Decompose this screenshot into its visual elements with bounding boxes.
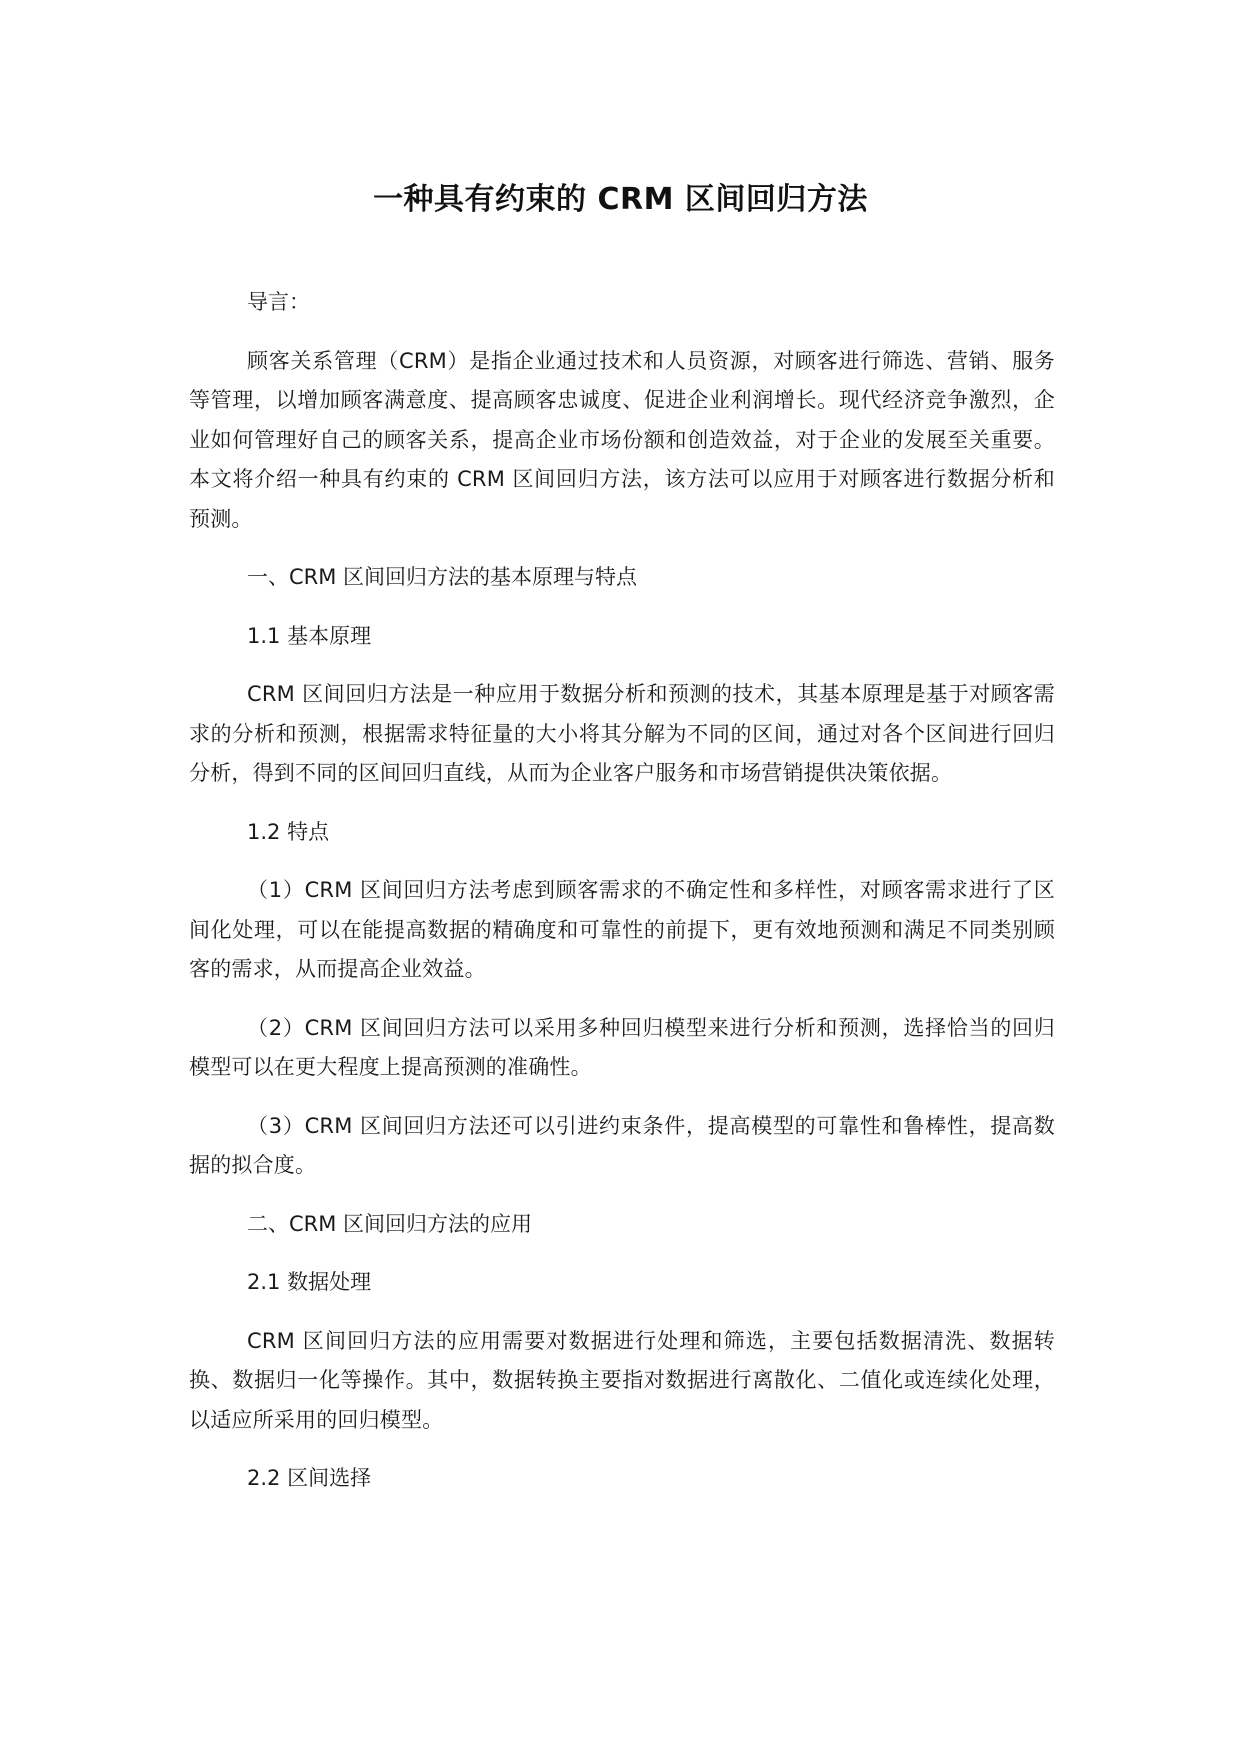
intro-label: 导言： xyxy=(247,290,310,314)
subsection-heading-1-2: 1.2 特点 xyxy=(247,819,330,844)
principle-paragraph: CRM 区间回归方法是一种应用于数据分析和预测的技术，其基本原理是基于对顾客需求的分析和预测，根据需求特征量的大小将其分解为不同的区间，通过对各个区间进行回归分析，得到不同的区间回归直线，从而为企业客户服务和市场营销提供决策依据。 xyxy=(189,682,1055,785)
section-heading-2: 二、CRM 区间回归方法的应用 xyxy=(247,1211,533,1236)
subsection-heading-2-2: 2.2 区间选择 xyxy=(247,1466,372,1490)
subsection-heading-1-1: 1.1 基本原理 xyxy=(247,623,372,648)
subsection-heading-2-1: 2.1 数据处理 xyxy=(247,1270,372,1294)
feature-paragraph-2: （2）CRM 区间回归方法可以采用多种回归模型来进行分析和预测，选择恰当的回归模型可以在更大程度上提高预测的准确性。 xyxy=(189,1015,1055,1079)
feature-paragraph-1: （1）CRM 区间回归方法考虑到顾客需求的不确定性和多样性，对顾客需求进行了区间化处理，可以在能提高数据的精确度和可靠性的前提下，更有效地预测和满足不同类别顾客的需求，从而提高企业效益。 xyxy=(189,878,1055,981)
document-title: 一种具有约束的 CRM 区间回归方法 xyxy=(373,182,868,217)
intro-paragraph: 顾客关系管理（CRM）是指企业通过技术和人员资源，对顾客进行筛选、营销、服务等管理，以增加顾客满意度、提高顾客忠诚度、促进企业利润增长。现代经济竞争激烈，企业如何管理好自己的顾客关系，提高企业市场份额和创造效益，对于企业的发展至关重要。本文将介绍一种具有约束的 CRM 区间回归方法，该方法可以应用于对顾客进行数据分析和预测。 xyxy=(189,348,1055,531)
section-heading-1: 一、CRM 区间回归方法的基本原理与特点 xyxy=(247,565,638,589)
feature-paragraph-3: （3）CRM 区间回归方法还可以引进约束条件，提高模型的可靠性和鲁棒性，提高数据的拟合度。 xyxy=(189,1113,1055,1177)
document-body xyxy=(189,283,1055,1518)
data-processing-paragraph: CRM 区间回归方法的应用需要对数据进行处理和筛选，主要包括数据清洗、数据转换、数据归一化等操作。其中，数据转换主要指对数据进行离散化、二值化或连续化处理，以适应所采用的回归模型。 xyxy=(189,1328,1055,1432)
